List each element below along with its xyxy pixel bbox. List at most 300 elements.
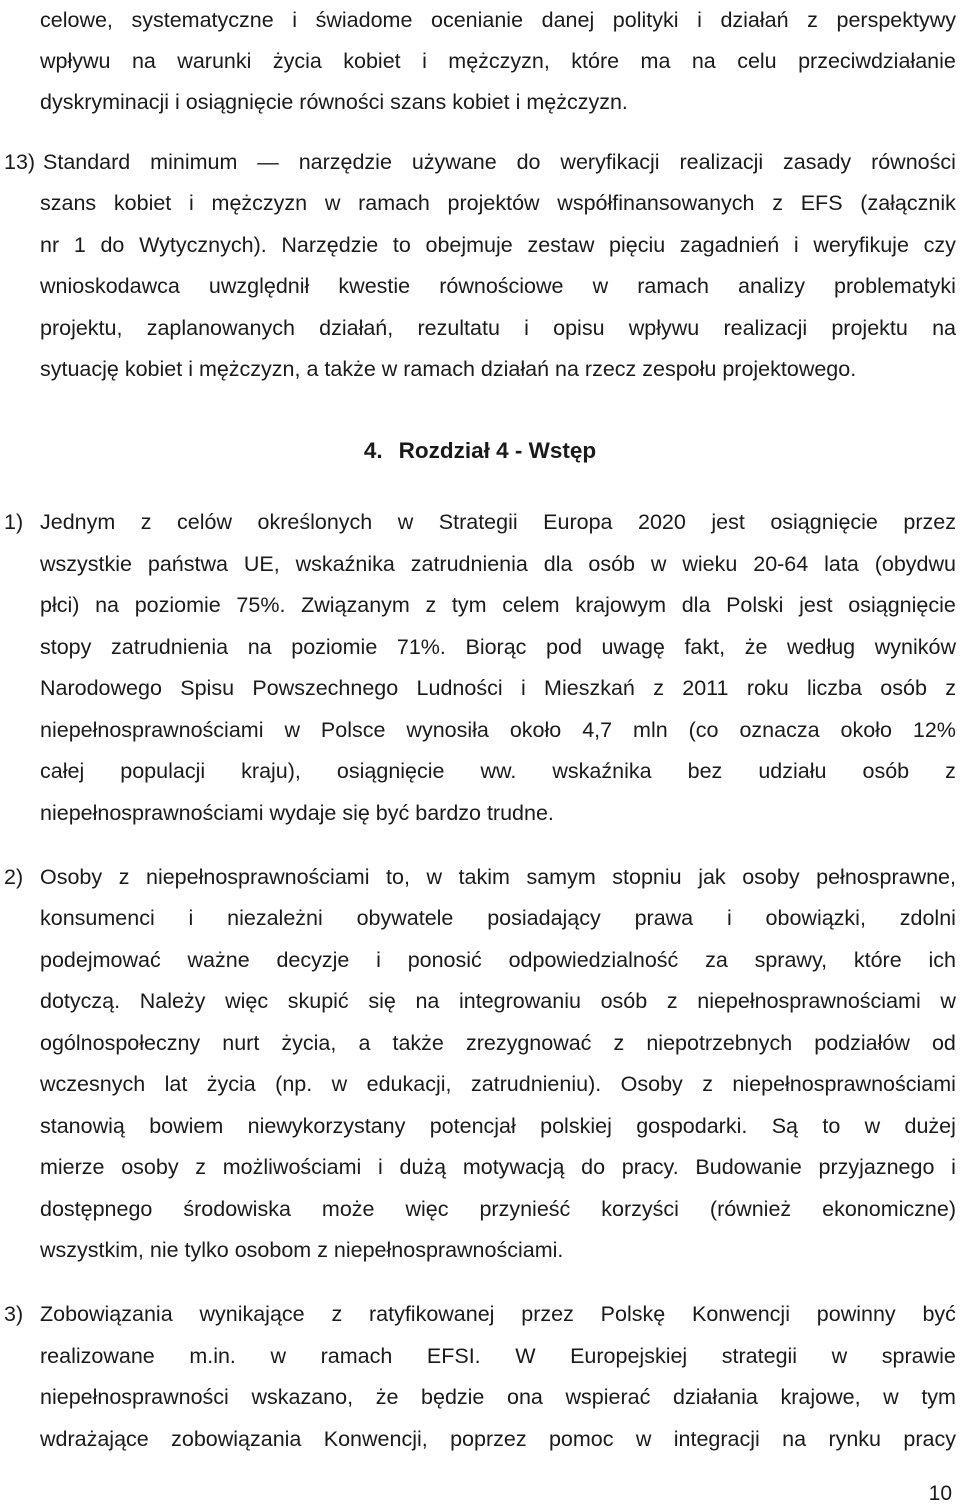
word: mężczyzn, — [448, 49, 550, 73]
word: Europejskiej — [570, 1344, 688, 1368]
word: weryfikacji — [560, 150, 660, 174]
word: skupić — [287, 989, 349, 1013]
word: 2011 — [682, 676, 729, 700]
list-number: 1) — [4, 510, 24, 534]
word: około — [509, 718, 562, 742]
word: Polskę — [600, 1302, 666, 1326]
word: podziałów — [814, 1031, 910, 1055]
word: danej — [541, 8, 595, 32]
word: na — [415, 989, 440, 1013]
word: bowiem — [149, 1114, 224, 1138]
word: płci) — [40, 593, 80, 617]
word: nr — [40, 233, 60, 257]
word: ponosić — [407, 948, 482, 972]
list-number: 13) — [4, 150, 36, 174]
word: wynikające — [199, 1302, 305, 1326]
word: 4,7 — [582, 718, 613, 742]
word: polityki — [612, 8, 679, 32]
word: bez — [687, 759, 723, 783]
word: analizy — [738, 274, 805, 298]
word: i — [793, 233, 799, 257]
paragraph-line — [40, 6, 956, 34]
word: ich — [928, 948, 956, 972]
word: szans — [40, 191, 97, 215]
word: w — [331, 1072, 348, 1096]
word: przynieść — [479, 1197, 571, 1221]
word: wszystkie — [40, 552, 132, 576]
list-item-line — [40, 314, 956, 342]
list-item-line — [40, 1300, 956, 1328]
word: odpowiedzialność — [508, 948, 679, 972]
word: za — [705, 948, 728, 972]
word: niezależni — [227, 906, 323, 930]
word: kwestie — [338, 274, 411, 298]
list-number: 2) — [4, 865, 24, 889]
list-item-line — [40, 1342, 956, 1370]
word: realizowane — [40, 1344, 155, 1368]
word: ogólnospołeczny — [40, 1031, 201, 1055]
word: zobowiązania — [171, 1427, 302, 1451]
word: wpływu — [628, 316, 700, 340]
word: osoby — [742, 865, 800, 889]
word: obywatele — [356, 906, 454, 930]
word: wskaźnika — [295, 552, 395, 576]
word: pracy. — [621, 1155, 679, 1179]
word: — — [257, 150, 279, 174]
word: (załącznik — [860, 191, 956, 215]
word: z — [666, 989, 678, 1013]
word: stopy — [40, 635, 92, 659]
word: wdrażające — [40, 1427, 149, 1451]
word: Osoby — [40, 865, 103, 889]
word: takim — [458, 865, 510, 889]
list-item-line — [40, 1383, 956, 1411]
word: wyników — [874, 635, 956, 659]
word: wczesnych — [40, 1072, 146, 1096]
word: mężczyzn — [211, 191, 308, 215]
word: Jednym — [40, 510, 116, 534]
word: stanowią — [40, 1114, 125, 1138]
word: przyjaznego — [818, 1155, 935, 1179]
paragraph-line: dyskryminacji i osiągnięcie równości szans kobiet i mężczyzn. — [40, 90, 628, 114]
word: z — [425, 593, 437, 617]
word: i — [292, 8, 298, 32]
list-item-line — [40, 1425, 956, 1453]
word: przez — [903, 510, 956, 534]
word: pełnosprawne, — [816, 865, 956, 889]
word: życia — [206, 1072, 256, 1096]
word: z — [772, 191, 783, 215]
word: możliwościami — [222, 1155, 362, 1179]
word: na — [247, 635, 272, 659]
word: więc — [225, 989, 269, 1013]
word: niepełnosprawnościami — [732, 1072, 956, 1096]
word: wynosiła — [406, 718, 489, 742]
list-item-line: sytuację kobiet i mężczyzn, a także w ramach działań na rzecz zespołu projektowego. — [40, 357, 857, 381]
word: Ludności — [416, 676, 503, 700]
word: celu — [737, 49, 777, 73]
word: tym — [451, 593, 487, 617]
word: fakt, — [684, 635, 726, 659]
word: działań, — [319, 316, 394, 340]
word: Związanym — [301, 593, 410, 617]
word: wnioskodawca — [40, 274, 180, 298]
word: zrezygnować — [465, 1031, 592, 1055]
word: 20-64 — [753, 552, 809, 576]
word: dla — [543, 552, 573, 576]
word: w — [650, 552, 667, 576]
word: osób — [588, 552, 636, 576]
word: dużą — [399, 1155, 447, 1179]
paragraph-line — [40, 47, 956, 75]
word: może — [321, 1197, 375, 1221]
word: niepełnosprawnościami — [697, 989, 921, 1013]
word: się — [368, 989, 396, 1013]
page-number: 10 — [928, 1482, 952, 1505]
word: lata — [824, 552, 859, 576]
word: z — [613, 1031, 625, 1055]
word: strategii — [721, 1344, 798, 1368]
word: 1 — [73, 233, 86, 257]
word: 2020 — [638, 510, 686, 534]
list-item-line — [40, 987, 956, 1015]
word: osiągnięcie — [848, 593, 956, 617]
word: perspektywy — [836, 8, 956, 32]
word: Budowanie — [695, 1155, 802, 1179]
list-item-line — [40, 508, 956, 536]
word: Polski — [726, 593, 784, 617]
word: w — [940, 989, 956, 1013]
word: do — [581, 1155, 606, 1179]
word: niepełnosprawnościami — [145, 865, 370, 889]
word: to — [822, 1114, 841, 1138]
word: Są — [771, 1114, 798, 1138]
word: warunki — [177, 49, 252, 73]
word: na — [691, 49, 716, 73]
word: tym — [921, 1385, 956, 1409]
word: że — [375, 1385, 399, 1409]
word: w — [883, 1385, 899, 1409]
word: ratyfikowanej — [368, 1302, 495, 1326]
word: osób — [600, 989, 648, 1013]
word: uwzględnił — [208, 274, 310, 298]
word: krajowym — [575, 593, 667, 617]
word: w — [426, 865, 442, 889]
word: ocenianie — [430, 8, 524, 32]
word: całej — [40, 759, 85, 783]
word: na — [95, 593, 120, 617]
word: obejmuje — [425, 233, 513, 257]
word: (co — [688, 718, 719, 742]
word: Strategii — [438, 510, 518, 534]
list-item-line — [40, 1070, 956, 1098]
word: EFSI. — [426, 1344, 481, 1368]
word: jest — [711, 510, 745, 534]
word: Należy — [139, 989, 206, 1013]
word: realizacji — [679, 150, 764, 174]
word: wieku — [682, 552, 738, 576]
word: zatrudnienia — [410, 552, 528, 576]
word: niepełnosprawności — [40, 1385, 229, 1409]
word: jak — [698, 865, 726, 889]
word: i — [422, 49, 427, 73]
word: to, — [386, 865, 410, 889]
word: potencjał — [429, 1114, 516, 1138]
word: równości — [871, 150, 956, 174]
word: równościowe — [439, 274, 564, 298]
word: używane — [411, 150, 497, 174]
list-item-line: niepełnosprawnościami wydaje się być bardzo trudne. — [40, 801, 554, 825]
word: W — [515, 1344, 536, 1368]
word: zatrudnieniu). — [470, 1072, 602, 1096]
word: Wytycznych). — [139, 233, 267, 257]
word: dostępnego — [40, 1197, 153, 1221]
word: oznacza — [739, 718, 820, 742]
chapter-number: 4. — [363, 438, 383, 463]
list-item-line — [40, 863, 956, 891]
word: niepotrzebnych — [646, 1031, 793, 1055]
word: decyzje — [276, 948, 350, 972]
list-item-line — [40, 1153, 956, 1181]
word: sprawie — [881, 1344, 956, 1368]
word: integracji — [673, 1427, 760, 1451]
word: i — [376, 948, 381, 972]
word: wpływu — [40, 49, 111, 73]
word: zasady — [783, 150, 852, 174]
word: ona — [507, 1385, 543, 1409]
word: Zobowiązania — [40, 1302, 173, 1326]
word: Biorąc — [465, 635, 527, 659]
word: na — [932, 316, 956, 340]
word: nurt — [222, 1031, 260, 1055]
list-item-line — [40, 904, 956, 932]
word: Narodowego — [40, 676, 162, 700]
list-item-line — [40, 1029, 956, 1057]
word: przez — [521, 1302, 574, 1326]
word: do — [516, 150, 541, 174]
word: Spisu — [180, 676, 235, 700]
word: z — [945, 759, 956, 783]
word: środowiska — [183, 1197, 291, 1221]
word: dotyczą. — [40, 989, 121, 1013]
word: ważne — [187, 948, 250, 972]
word: UE, — [243, 552, 280, 576]
word: weryfikuje — [813, 233, 909, 257]
list-item-line — [40, 272, 956, 300]
word: osób — [862, 759, 910, 783]
list-item-line — [40, 946, 956, 974]
list-item-line — [43, 148, 956, 176]
word: i — [520, 676, 526, 700]
word: samym — [526, 865, 596, 889]
word: poziomie — [291, 635, 378, 659]
word: korzyści — [601, 1197, 679, 1221]
word: państwa — [147, 552, 228, 576]
word: Mieszkań — [544, 676, 635, 700]
word: będzie — [421, 1385, 485, 1409]
word: powinny — [816, 1302, 896, 1326]
word: niepełnosprawnościami — [40, 718, 264, 742]
word: projektów — [447, 191, 540, 215]
word: Konwencji, — [323, 1427, 428, 1451]
word: krajowe, — [780, 1385, 861, 1409]
word: zestaw — [527, 233, 595, 257]
word: roku — [746, 676, 789, 700]
word: narzędzie — [298, 150, 392, 174]
word: Standard — [43, 150, 131, 174]
word: z — [118, 865, 130, 889]
word: według — [787, 635, 856, 659]
list-item-line — [40, 550, 956, 578]
word: minimum — [150, 150, 238, 174]
word: z — [653, 676, 664, 700]
word: 75%. — [236, 593, 286, 617]
word: a — [358, 1031, 371, 1055]
word: lat — [164, 1072, 188, 1096]
word: realizacji — [723, 316, 808, 340]
list-item-line — [40, 1112, 956, 1140]
word: Powszechnego — [252, 676, 399, 700]
word: podejmować — [40, 948, 161, 972]
word: na — [782, 1427, 807, 1451]
word: wskaźnika — [552, 759, 652, 783]
chapter-title: Rozdział 4 - Wstęp — [398, 438, 597, 463]
word: w — [831, 1344, 848, 1368]
word: około — [840, 718, 892, 742]
word: świadome — [315, 8, 413, 32]
word: i — [726, 906, 732, 930]
word: motywacją — [462, 1155, 565, 1179]
word: działań — [720, 8, 789, 32]
word: w — [284, 718, 300, 742]
word: z — [807, 8, 818, 32]
word: prawa — [634, 906, 694, 930]
word: konsumenci — [40, 906, 155, 930]
word: pomoc — [548, 1427, 614, 1451]
word: (np. — [275, 1072, 313, 1096]
word: przeciwdziałanie — [798, 49, 956, 73]
word: kraju), — [241, 759, 301, 783]
word: osób — [880, 676, 927, 700]
word: ma — [640, 49, 671, 73]
word: także — [392, 1031, 444, 1055]
list-item-line — [40, 591, 956, 619]
word: osoby — [121, 1155, 179, 1179]
word: systematyczne — [131, 8, 274, 32]
word: zatrudnienia — [110, 635, 229, 659]
list-item-line — [40, 716, 956, 744]
word: działania — [672, 1385, 758, 1409]
word: niewykorzystany — [247, 1114, 406, 1138]
word: zdolni — [899, 906, 956, 930]
list-item-line — [40, 633, 956, 661]
word: z — [140, 510, 152, 534]
word: mln — [633, 718, 668, 742]
word: w — [864, 1114, 881, 1138]
word: więc — [405, 1197, 449, 1221]
word: problematyki — [834, 274, 956, 298]
word: posiadający — [487, 906, 601, 930]
word: na — [131, 49, 156, 73]
word: uwagę — [601, 635, 665, 659]
word: wspierać — [565, 1385, 651, 1409]
word: zaplanowanych — [146, 316, 295, 340]
word: mierze — [40, 1155, 105, 1179]
list-item-line — [40, 1195, 956, 1223]
word: gospodarki. — [636, 1114, 748, 1138]
list-item-line: wszystkim, nie tylko osobom z niepełnosprawnościami. — [40, 1238, 564, 1262]
word: populacji — [120, 759, 206, 783]
word: udziału — [758, 759, 827, 783]
list-item-line — [40, 757, 956, 785]
word: pięciu — [609, 233, 666, 257]
word: być — [922, 1302, 956, 1326]
word: jest — [799, 593, 833, 617]
word: i — [188, 906, 194, 930]
word: współfinansowanych — [557, 191, 755, 215]
word: celów — [177, 510, 233, 534]
word: sprawy, — [754, 948, 828, 972]
word: Polsce — [320, 718, 386, 742]
word: dużej — [904, 1114, 956, 1138]
word: od — [931, 1031, 956, 1055]
word: integrowaniu — [459, 989, 581, 1013]
word: z — [702, 1072, 713, 1096]
word: celowe, — [40, 8, 113, 32]
word: życia, — [281, 1031, 337, 1055]
word: które — [853, 948, 902, 972]
word: które — [571, 49, 620, 73]
word: z — [945, 676, 956, 700]
word: kobiet — [113, 191, 172, 215]
word: życia — [272, 49, 322, 73]
word: rezultatu — [417, 316, 500, 340]
list-item-line — [40, 231, 956, 259]
word: określonych — [257, 510, 373, 534]
word: 12% — [912, 718, 956, 742]
word: edukacji, — [366, 1072, 452, 1096]
word: liczba — [806, 676, 862, 700]
word: ramach — [358, 191, 430, 215]
word: i — [524, 316, 529, 340]
word: czy — [923, 233, 956, 257]
word: EFS — [800, 191, 843, 215]
word: zagadnień — [679, 233, 780, 257]
word: dla — [681, 593, 711, 617]
word: i — [951, 1155, 956, 1179]
word: w — [324, 191, 341, 215]
word: pod — [546, 635, 582, 659]
word: i — [189, 191, 194, 215]
word: w — [635, 1427, 652, 1451]
word: i — [378, 1155, 383, 1179]
word: do — [100, 233, 125, 257]
word: wskazano, — [251, 1385, 354, 1409]
word: kobiet — [343, 49, 401, 73]
word: pracy — [903, 1427, 956, 1451]
word: opisu — [553, 316, 605, 340]
word: osiągnięcie — [770, 510, 878, 534]
word: z — [195, 1155, 207, 1179]
word: obowiązki, — [765, 906, 866, 930]
word: stopniu — [612, 865, 682, 889]
word: rynku — [828, 1427, 882, 1451]
word: (również — [709, 1197, 792, 1221]
chapter-heading — [0, 436, 960, 466]
word: to — [392, 233, 411, 257]
word: w — [592, 274, 609, 298]
word: z — [331, 1302, 343, 1326]
